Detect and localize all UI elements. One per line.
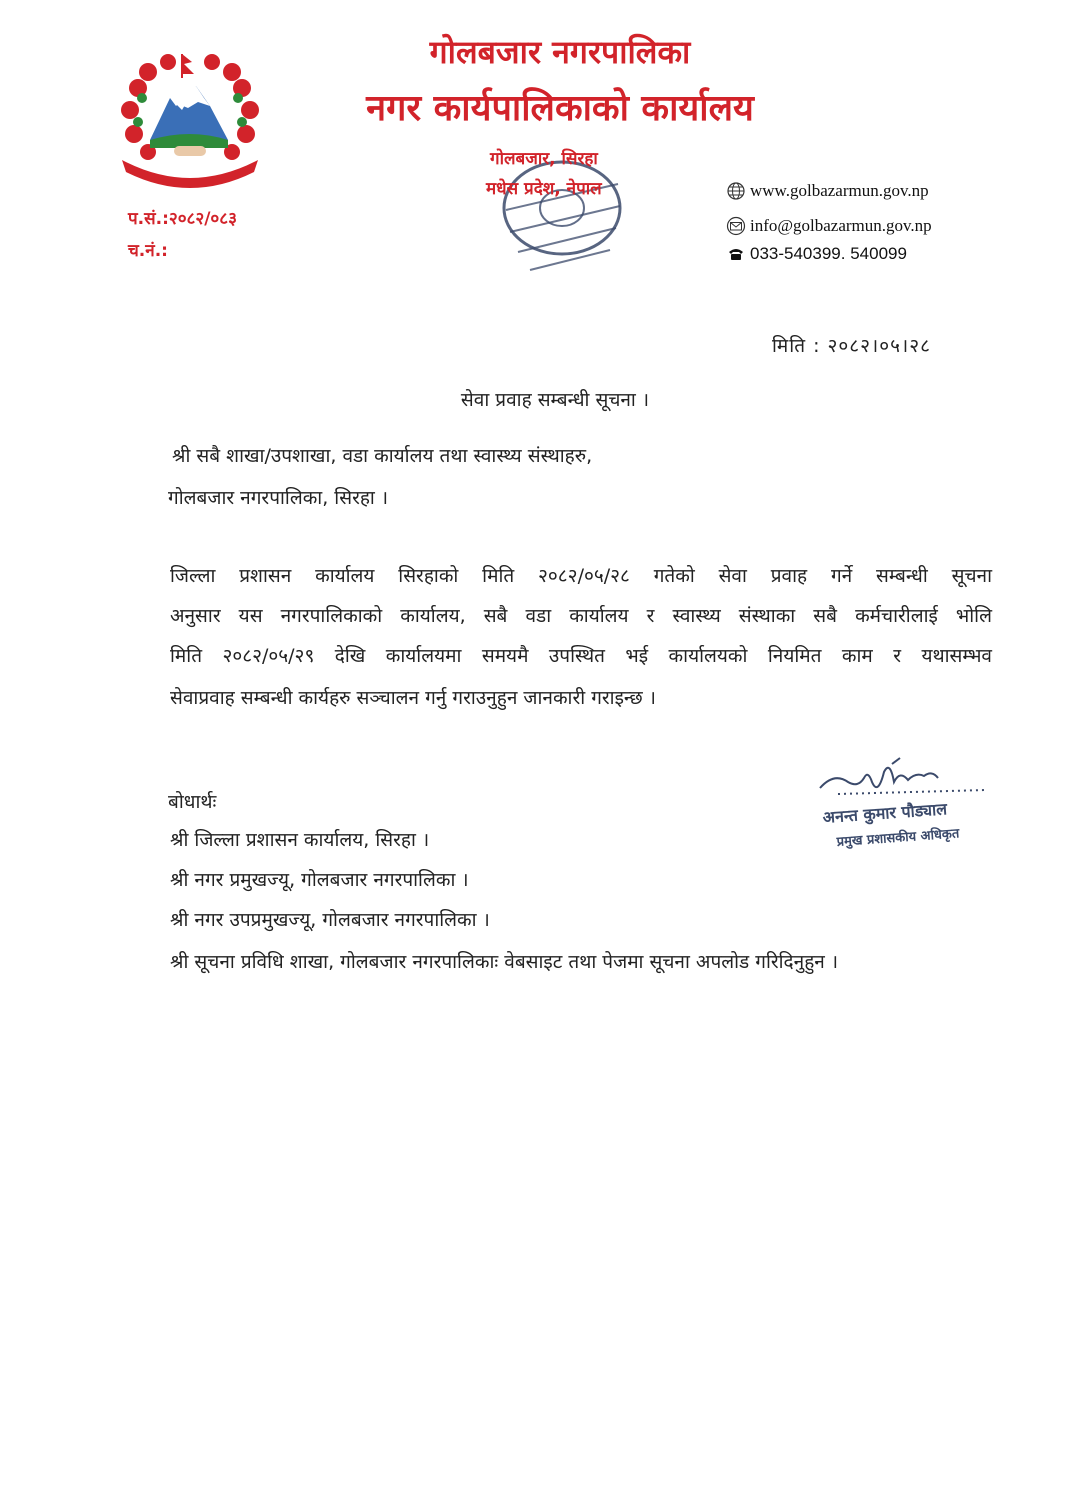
organization-name: गोलबजार नगरपालिका — [429, 33, 691, 71]
addressee-line-1: श्री सबै शाखा/उपशाखा, वडा कार्यालय तथा स्वास्थ्य संस्थाहरु, — [172, 445, 593, 467]
nepal-emblem-icon — [108, 48, 273, 188]
reference-number: प.सं.:२०८२/०८३ — [128, 209, 237, 229]
body-line: मिति २०८२/०५/२९ देखि कार्यालयमा समयमै उपस्थित भई कार्यालयको नियमित काम र यथासम्भव — [170, 645, 992, 667]
signer-name: अनन्त कुमार पौड्याल — [822, 799, 948, 827]
cc-item: श्री नगर प्रमुखज्यू, गोलबजार नगरपालिका । — [170, 869, 469, 891]
dispatch-number: च.नं.: — [128, 241, 168, 261]
globe-icon — [726, 181, 746, 201]
office-name: नगर कार्यपालिकाको कार्यालय — [366, 88, 754, 129]
signer-title: प्रमुख प्रशासकीय अधिकृत — [836, 826, 960, 850]
body-line: अनुसार यस नगरपालिकाको कार्यालय, सबै वडा कार्यालय र स्वास्थ्य संस्थाका सबै कर्मचारीलाई भोलि — [170, 605, 992, 627]
cc-item: श्री सूचना प्रविधि शाखा, गोलबजार नगरपालिकाः वेबसाइट तथा पेजमा सूचना अपलोड गरिदिनुहुन । — [170, 951, 839, 973]
phone-row — [726, 244, 907, 264]
cc-item: श्री नगर उपप्रमुखज्यू, गोलबजार नगरपालिका । — [170, 909, 490, 931]
phone-number: 033-540399. 540099 — [750, 244, 907, 263]
addressee-line-2: गोलबजार नगरपालिका, सिरहा । — [168, 487, 389, 509]
website-link[interactable]: www.golbazarmun.gov.np — [750, 181, 929, 200]
email-row — [726, 216, 932, 236]
letter-subject: सेवा प्रवाह सम्बन्धी सूचना । — [460, 389, 650, 411]
website-row — [726, 181, 929, 201]
phone-icon — [726, 244, 746, 264]
office-province: मधेस प्रदेश, नेपाल — [486, 179, 602, 199]
cc-title: बोधार्थः — [168, 791, 217, 813]
letter-date: मिति : २०८२।०५।२८ — [772, 335, 931, 357]
body-line: जिल्ला प्रशासन कार्यालय सिरहाको मिति २०८२/०५/२८ गतेको सेवा प्रवाह गर्ने सम्बन्धी सूचना — [170, 565, 992, 587]
email-link[interactable]: info@golbazarmun.gov.np — [750, 216, 932, 235]
cc-item: श्री जिल्ला प्रशासन कार्यालय, सिरहा । — [170, 829, 430, 851]
office-address: गोलबजार, सिरहा — [490, 149, 598, 169]
mail-icon — [726, 216, 746, 236]
body-line: सेवाप्रवाह सम्बन्धी कार्यहरु सञ्चालन गर्नु गराउनुहुन जानकारी गराइन्छ । — [170, 687, 656, 709]
